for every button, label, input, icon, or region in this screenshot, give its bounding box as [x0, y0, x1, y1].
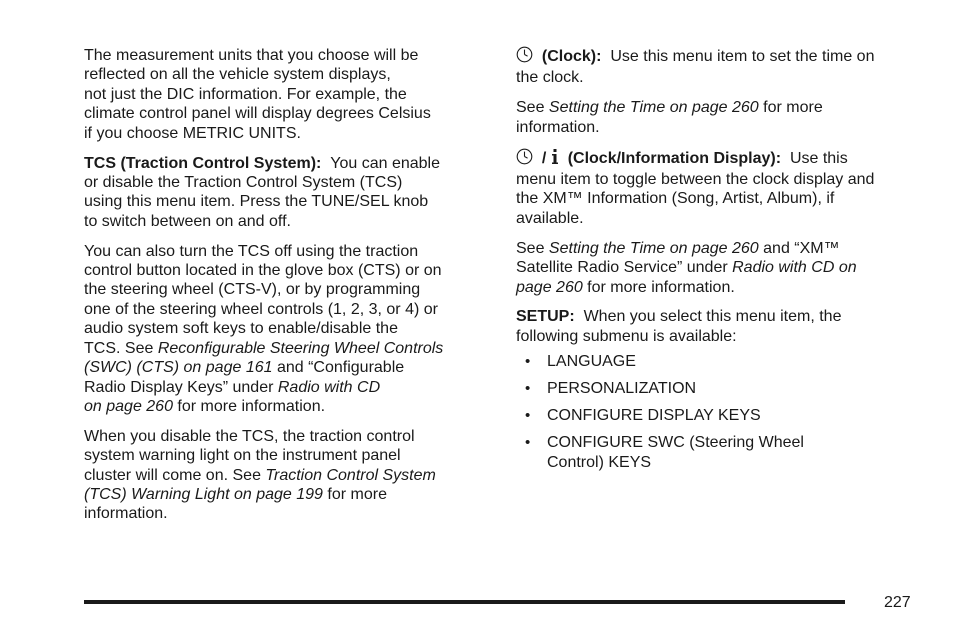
text-line: following submenu is available:: [516, 327, 737, 345]
clock-paragraph: [516, 46, 928, 88]
text-fragment: for more: [758, 99, 823, 117]
text-line: You can enable: [330, 154, 440, 172]
cross-reference: Reconfigurable Steering Wheel Controls: [157, 339, 444, 357]
text-fragment: for more information.: [172, 397, 326, 415]
text-fragment: Use this: [789, 149, 848, 167]
text-fragment: TCS. See: [84, 339, 158, 357]
setup-paragraph: [516, 307, 928, 346]
text-fragment: See: [516, 239, 549, 257]
text-fragment: Use this menu item to set the time on: [610, 48, 875, 65]
text-fragment: See: [516, 99, 549, 117]
tcs-heading: TCS (Traction Control System):: [84, 154, 322, 172]
slash-separator: /: [541, 149, 547, 167]
text-line: menu item to toggle between the clock display and: [516, 171, 875, 189]
cross-reference: (TCS) Warning Light on page 199: [84, 486, 323, 504]
tcs-paragraph: [84, 154, 496, 232]
text-fragment: for more: [322, 486, 387, 504]
list-item: • PERSONALIZATION: [516, 379, 928, 398]
text-line: control button located in the glove box (CTS) or on: [84, 262, 442, 280]
list-item: [516, 433, 928, 472]
text-line: the steering wheel (CTS-V), or by programming: [84, 281, 421, 299]
clock-info-paragraph: [516, 148, 928, 229]
submenu-list: [516, 352, 928, 472]
text-line: You can also turn the TCS off using the traction: [84, 242, 419, 260]
cross-reference: on page 260: [84, 397, 173, 415]
text-line: information.: [516, 118, 600, 136]
text-line: available.: [516, 209, 584, 227]
page-number: 227: [884, 594, 911, 611]
text-line: the clock.: [516, 69, 584, 87]
clock-heading: (Clock):: [541, 48, 602, 65]
text-fragment: Radio Display Keys” under: [84, 378, 278, 396]
text-line: or disable the Traction Control System (TCS): [84, 173, 403, 191]
text-line: • CONFIGURE SWC (Steering Wheel: [547, 434, 804, 452]
text-fragment: cluster will come on. See: [84, 466, 266, 484]
text-fragment: Satellite Radio Service” under: [516, 259, 733, 277]
cross-reference: (SWC) (CTS) on page 161: [84, 359, 273, 377]
list-item: • CONFIGURE DISPLAY KEYS: [516, 406, 928, 425]
text-line: The measurement units that you choose will be: [84, 47, 419, 64]
text-fragment: and “XM™: [758, 239, 840, 257]
tcs-disable-paragraph: [84, 427, 496, 524]
text-line: information.: [84, 505, 168, 523]
clock-icon: [516, 148, 533, 170]
left-column: [84, 46, 496, 534]
measurement-units-paragraph: [84, 46, 496, 143]
see-xm-paragraph: [516, 239, 928, 297]
text-line: climate control panel will display degrees Celsius: [84, 105, 431, 123]
clock-icon: [516, 46, 533, 68]
text-line: not just the DIC information. For example, the: [84, 85, 407, 103]
text-line: to switch between on and off.: [84, 212, 291, 230]
cross-reference: Radio with CD: [277, 378, 381, 396]
info-icon: [551, 148, 559, 170]
text-fragment: for more information.: [582, 278, 735, 296]
cross-reference: page 260: [516, 278, 583, 296]
list-item: • LANGUAGE: [516, 352, 928, 371]
see-setting-time-paragraph: [516, 98, 928, 137]
text-line: using this menu item. Press the TUNE/SEL knob: [84, 193, 429, 211]
cross-reference: Radio with CD on: [732, 259, 857, 277]
setup-heading: SETUP:: [516, 308, 575, 326]
text-line: system warning light on the instrument panel: [84, 447, 401, 465]
footer-rule: [84, 600, 845, 604]
cross-reference: Traction Control System: [265, 466, 436, 484]
text-line: audio system soft keys to enable/disable the: [84, 320, 398, 338]
right-column: [516, 46, 928, 480]
text-line: if you choose METRIC UNITS.: [84, 124, 301, 142]
text-line: reflected on all the vehicle system displays,: [84, 66, 391, 84]
text-line: the XM™ Information (Song, Artist, Album), if: [516, 190, 835, 208]
text-line: one of the steering wheel controls (1, 2, 3, or 4) or: [84, 300, 438, 318]
tcs-off-paragraph: [84, 242, 496, 417]
text-fragment: When you select this menu item, the: [583, 308, 842, 326]
text-fragment: and “Configurable: [272, 359, 405, 377]
text-line: When you disable the TCS, the traction control: [84, 427, 415, 445]
text-line: Control) KEYS: [547, 453, 652, 471]
cross-reference: Setting the Time on page 260: [548, 99, 759, 117]
cross-reference: Setting the Time on page 260: [548, 239, 759, 257]
clock-info-heading: (Clock/Information Display):: [567, 149, 782, 167]
